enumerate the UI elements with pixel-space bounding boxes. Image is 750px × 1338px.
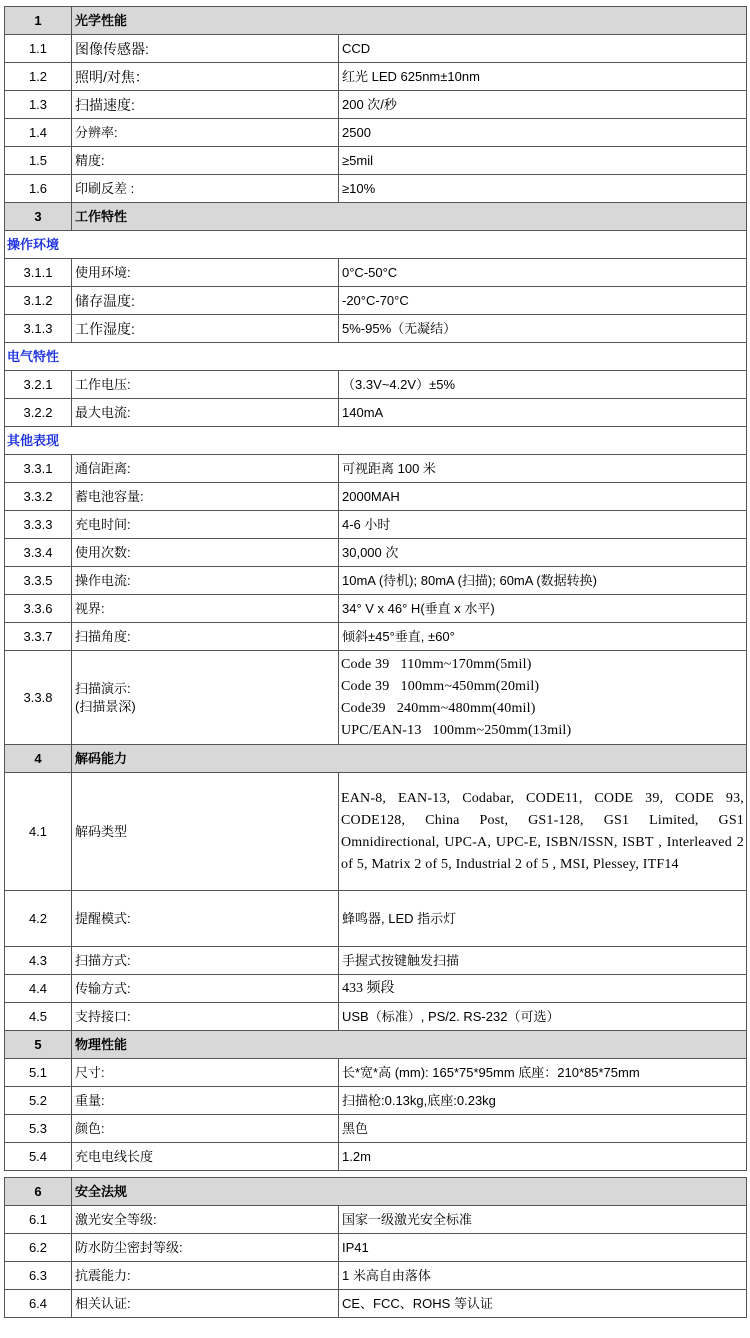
table-row (5, 371, 747, 399)
row-label: 支持接口: (72, 1003, 339, 1031)
subgroup-header (5, 427, 747, 455)
row-value: 2500 (339, 119, 747, 147)
row-value: USB（标准）, PS/2. RS-232（可选） (339, 1003, 747, 1031)
row-number: 1.2 (5, 63, 72, 91)
row-label: 提醒模式: (72, 891, 339, 947)
row-number: 4.4 (5, 975, 72, 1003)
row-label: 抗震能力: (72, 1262, 339, 1290)
row-number: 6.4 (5, 1290, 72, 1318)
table-row (5, 147, 747, 175)
table-row (5, 595, 747, 623)
row-number: 3.1.1 (5, 259, 72, 287)
row-number: 1.6 (5, 175, 72, 203)
row-value: ≥10% (339, 175, 747, 203)
table-row (5, 1290, 747, 1318)
row-value: 可视距离 100 米 (339, 455, 747, 483)
row-value: 国家一级激光安全标准 (339, 1206, 747, 1234)
subgroup-header (5, 231, 747, 259)
row-label (72, 651, 339, 745)
section-title: 工作特性 (72, 203, 747, 231)
table-row (5, 539, 747, 567)
row-label: 储存温度: (72, 287, 339, 315)
section-title: 光学性能 (72, 7, 747, 35)
row-number: 6.3 (5, 1262, 72, 1290)
row-number: 4.2 (5, 891, 72, 947)
table-row (5, 947, 747, 975)
row-value: 200 次/秒 (339, 91, 747, 119)
row-label: 扫描速度: (72, 91, 339, 119)
section-title: 安全法规 (72, 1178, 747, 1206)
table-row (5, 259, 747, 287)
spec-table (4, 6, 747, 1171)
section-header (5, 203, 747, 231)
row-value: CCD (339, 35, 747, 63)
table-row (5, 567, 747, 595)
row-label: 照明/对焦： (72, 63, 339, 91)
table-row-scan-depth (5, 651, 747, 745)
row-value: 4-6 小时 (339, 511, 747, 539)
row-label: 充电电线长度 (72, 1143, 339, 1171)
row-value: 蜂鸣器, LED 指示灯 (339, 891, 747, 947)
table-row (5, 511, 747, 539)
table-row (5, 1003, 747, 1031)
table-row (5, 35, 747, 63)
row-value: 红光 LED 625nm±10nm (339, 63, 747, 91)
row-number: 3.3.7 (5, 623, 72, 651)
table-row (5, 91, 747, 119)
row-label: 相关认证: (72, 1290, 339, 1318)
table-row (5, 175, 747, 203)
row-label: 尺寸: (72, 1059, 339, 1087)
section-number: 1 (5, 7, 72, 35)
row-value: 长*宽*高 (mm): 165*75*95mm 底座：210*85*75mm (339, 1059, 747, 1087)
section-number: 5 (5, 1031, 72, 1059)
table-row (5, 1115, 747, 1143)
table-row (5, 455, 747, 483)
row-label: 使用次数: (72, 539, 339, 567)
row-number: 3.3.3 (5, 511, 72, 539)
table-row-decode (5, 773, 747, 891)
row-label: 颜色: (72, 1115, 339, 1143)
row-value: 0°C-50°C (339, 259, 747, 287)
row-value: 扫描枪:0.13kg,底座:0.23kg (339, 1087, 747, 1115)
row-number: 4.3 (5, 947, 72, 975)
row-label: 扫描角度: (72, 623, 339, 651)
row-number: 5.4 (5, 1143, 72, 1171)
row-value: 10mA (待机); 80mA (扫描); 60mA (数据转换) (339, 567, 747, 595)
row-number: 1.3 (5, 91, 72, 119)
row-number: 4.1 (5, 773, 72, 891)
row-label: 激光安全等级: (72, 1206, 339, 1234)
row-value: 5%-95%（无凝结） (339, 315, 747, 343)
table-row (5, 63, 747, 91)
spec-sheet (4, 6, 746, 1318)
table-row (5, 623, 747, 651)
row-value: 2000MAH (339, 483, 747, 511)
row-label: 印刷反差 : (72, 175, 339, 203)
subgroup-title: 电气特性 (5, 343, 747, 371)
row-value: -20°C-70°C (339, 287, 747, 315)
row-value: EAN-8, EAN-13, Codabar, CODE11, CODE 39, CODE 93, CODE128, China Post, GS1-128, GS1 Limited, GS1 Omnidirectional, UPC-A, UPC-E, ISBN/ISSN, ISBT , Interleaved 2 of 5, Matrix 2 of 5, Industrial 2 of 5 , MSI, Plessey, ITF14 (339, 773, 747, 891)
table-row (5, 315, 747, 343)
row-number: 3.3.6 (5, 595, 72, 623)
table-row (5, 1234, 747, 1262)
row-number: 3.2.2 (5, 399, 72, 427)
row-label: 传输方式: (72, 975, 339, 1003)
row-label: 重量: (72, 1087, 339, 1115)
scan-depth-line: UPC/EAN-13 100mm~250mm(13mil) (341, 722, 572, 738)
row-number: 5.1 (5, 1059, 72, 1087)
row-value: CE、FCC、ROHS 等认证 (339, 1290, 747, 1318)
row-label: 通信距离: (72, 455, 339, 483)
row-number: 1.5 (5, 147, 72, 175)
row-number: 1.4 (5, 119, 72, 147)
section-header (5, 1178, 747, 1206)
scan-depth-line: Code39 240mm~480mm(40mil) (341, 700, 536, 716)
row-value (339, 651, 747, 745)
row-value: 黑色 (339, 1115, 747, 1143)
row-label: 蓄电池容量: (72, 483, 339, 511)
spec-table-safety (4, 1177, 747, 1318)
row-value: 30,000 次 (339, 539, 747, 567)
subgroup-title: 操作环境 (5, 231, 747, 259)
scan-depth-line: Code 39 110mm~170mm(5mil) (341, 656, 532, 672)
section-header (5, 7, 747, 35)
table-row (5, 399, 747, 427)
section-number: 6 (5, 1178, 72, 1206)
subgroup-title: 其他表现 (5, 427, 747, 455)
section-header (5, 745, 747, 773)
row-value: 433 频段 (339, 975, 747, 1003)
scan-depth-line: Code 39 100mm~450mm(20mil) (341, 678, 540, 694)
row-label: 防水防尘密封等级: (72, 1234, 339, 1262)
row-label-line: (扫描景深) (75, 698, 136, 714)
table-row (5, 287, 747, 315)
row-value: 手握式按键触发扫描 (339, 947, 747, 975)
row-value: IP41 (339, 1234, 747, 1262)
table-row (5, 975, 747, 1003)
row-label: 操作电流: (72, 567, 339, 595)
row-number: 4.5 (5, 1003, 72, 1031)
row-number: 3.2.1 (5, 371, 72, 399)
table-row (5, 891, 747, 947)
row-number: 3.3.2 (5, 483, 72, 511)
row-label: 精度: (72, 147, 339, 175)
table-row (5, 1143, 747, 1171)
table-row (5, 1087, 747, 1115)
section-header (5, 1031, 747, 1059)
row-label: 工作电压: (72, 371, 339, 399)
row-label: 解码类型 (72, 773, 339, 891)
row-number: 5.2 (5, 1087, 72, 1115)
row-value: 倾斜±45°垂直, ±60° (339, 623, 747, 651)
row-number: 3.3.1 (5, 455, 72, 483)
row-number: 6.2 (5, 1234, 72, 1262)
row-number: 1.1 (5, 35, 72, 63)
table-row (5, 483, 747, 511)
row-number: 3.1.2 (5, 287, 72, 315)
row-label: 最大电流: (72, 399, 339, 427)
table-row (5, 1262, 747, 1290)
row-value: 1.2m (339, 1143, 747, 1171)
row-value: ≥5mil (339, 147, 747, 175)
row-number: 5.3 (5, 1115, 72, 1143)
table-row (5, 1206, 747, 1234)
section-number: 3 (5, 203, 72, 231)
row-label-line: 扫描演示: (75, 680, 131, 696)
row-value: 140mA (339, 399, 747, 427)
row-label: 使用环境: (72, 259, 339, 287)
row-value: 34° V x 46° H(垂直 x 水平) (339, 595, 747, 623)
table-row (5, 1059, 747, 1087)
row-label: 分辨率: (72, 119, 339, 147)
row-label: 扫描方式: (72, 947, 339, 975)
row-number: 3.3.8 (5, 651, 72, 745)
row-number: 3.3.5 (5, 567, 72, 595)
row-label: 充电时间: (72, 511, 339, 539)
row-label: 视界: (72, 595, 339, 623)
row-number: 3.3.4 (5, 539, 72, 567)
row-number: 6.1 (5, 1206, 72, 1234)
section-title: 物理性能 (72, 1031, 747, 1059)
table-row (5, 119, 747, 147)
section-number: 4 (5, 745, 72, 773)
section-title: 解码能力 (72, 745, 747, 773)
subgroup-header (5, 343, 747, 371)
row-value: 1 米高自由落体 (339, 1262, 747, 1290)
row-value: （3.3V~4.2V）±5% (339, 371, 747, 399)
row-number: 3.1.3 (5, 315, 72, 343)
row-label: 工作湿度: (72, 315, 339, 343)
row-label: 图像传感器: (72, 35, 339, 63)
